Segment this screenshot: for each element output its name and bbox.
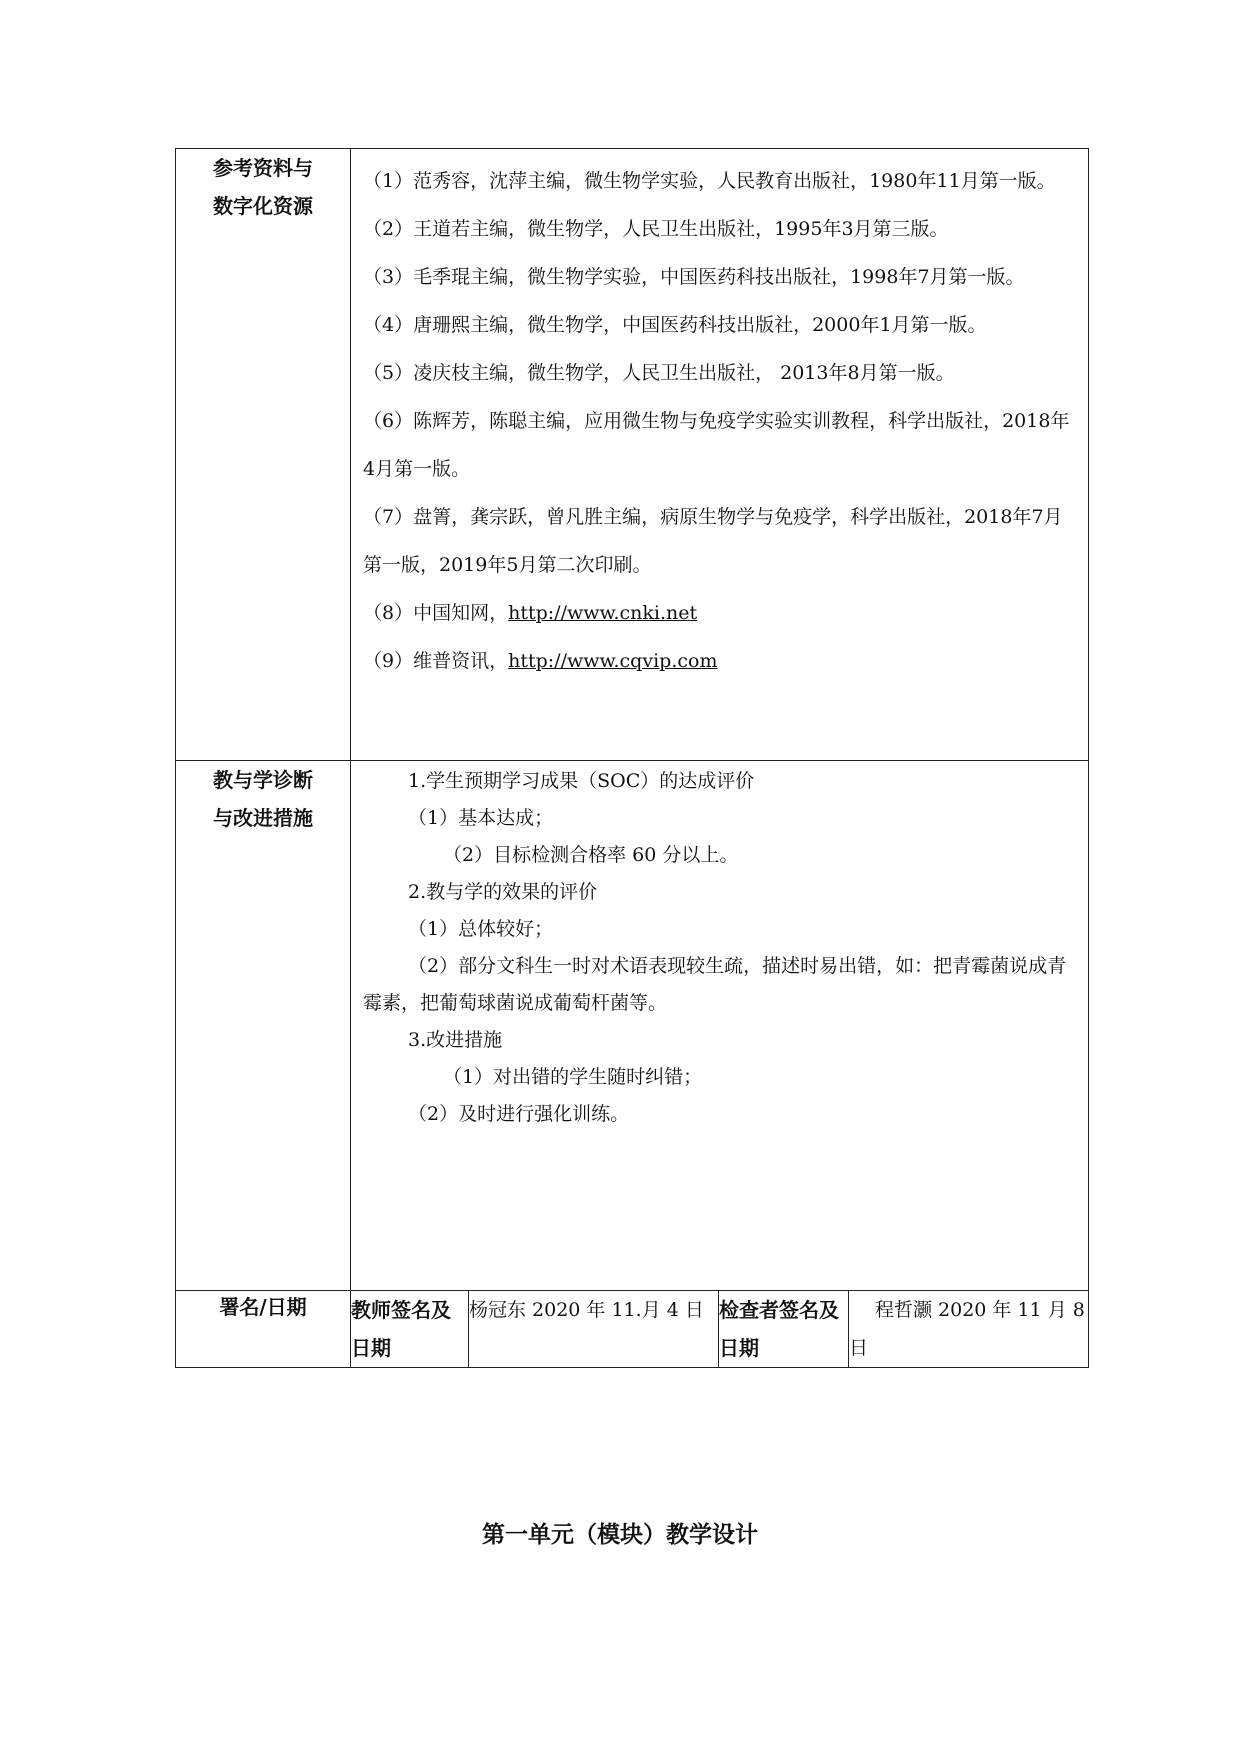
reference-item: （4）唐珊熙主编，微生物学，中国医药科技出版社，2000年1月第一版。 [363, 314, 987, 336]
diagnosis-line: （2）目标检测合格率 60 分以上。 [443, 844, 739, 866]
reference-item: （7）盘箐，龚宗跃，曾凡胜主编，病原生物学与免疫学，科学出版社，2018年7月第一版，2019年5月第二次印刷。 [363, 506, 1063, 576]
references-label-line2: 数字化资源 [213, 194, 313, 218]
reference-item: （3）毛季琨主编，微生物学实验，中国医药科技出版社，1998年7月第一版。 [363, 266, 1025, 288]
references-label [176, 149, 351, 761]
checker-signature-header: 检查者签名及日期 [719, 1291, 849, 1368]
diagnosis-line: 2.教与学的效果的评价 [408, 881, 598, 903]
diagnosis-line: （1）对出错的学生随时纠错； [443, 1066, 703, 1088]
cnki-link[interactable]: http://www.cnki.net [508, 602, 698, 624]
reference-item: （6）陈辉芳，陈聪主编，应用微生物与免疫学实验实训教程，科学出版社，2018年4月第一版。 [363, 410, 1070, 480]
reference-item: （1）范秀容，沈萍主编，微生物学实验，人民教育出版社，1980年11月第一版。 [363, 170, 1056, 192]
teacher-signature-value: 杨冠东 2020 年 11.月 4 日 [469, 1291, 719, 1368]
diagnosis-label-line1: 教与学诊断 [213, 768, 313, 792]
signature-label: 署名/日期 [176, 1291, 351, 1368]
reference-link-prefix: （8）中国知网， [363, 602, 509, 624]
diagnosis-line: （1）总体较好； [408, 918, 554, 940]
diagnosis-line: 3.改进措施 [408, 1029, 503, 1051]
references-label-line1: 参考资料与 [213, 156, 313, 180]
signature-row [176, 1291, 1089, 1368]
checker-signature-value: 程哲灏 2020 年 11 月 8 日 [849, 1291, 1089, 1368]
diagnosis-line: 1.学生预期学习成果（SOC）的达成评价 [408, 770, 755, 792]
reference-item: （2）王道若主编，微生物学，人民卫生出版社，1995年3月第三版。 [363, 218, 949, 240]
diagnosis-line: （1）基本达成； [408, 807, 554, 829]
diagnosis-label-line2: 与改进措施 [213, 806, 313, 830]
cqvip-link[interactable]: http://www.cqvip.com [508, 650, 718, 672]
reference-item-link [363, 637, 1076, 685]
reference-link-prefix: （9）维普资讯， [363, 650, 509, 672]
references-content [351, 149, 1089, 761]
diagnosis-line: （2）部分文科生一时对术语表现较生疏，描述时易出错，如：把青霉菌说成青霉素，把葡萄球菌说成葡萄杆菌等。 [363, 955, 1067, 1014]
section-title: 第一单元（模块）教学设计 [482, 1522, 758, 1548]
diagnosis-row [176, 761, 1089, 1291]
diagnosis-content [351, 761, 1089, 1291]
references-row [176, 149, 1089, 761]
diagnosis-line: （2）及时进行强化训练。 [408, 1103, 630, 1125]
reference-item: （5）凌庆枝主编，微生物学，人民卫生出版社， 2013年8月第一版。 [363, 362, 955, 384]
diagnosis-label [176, 761, 351, 1291]
reference-item-link [363, 589, 1076, 637]
teacher-signature-header: 教师签名及日期 [351, 1291, 469, 1368]
lesson-table [175, 148, 1089, 1368]
